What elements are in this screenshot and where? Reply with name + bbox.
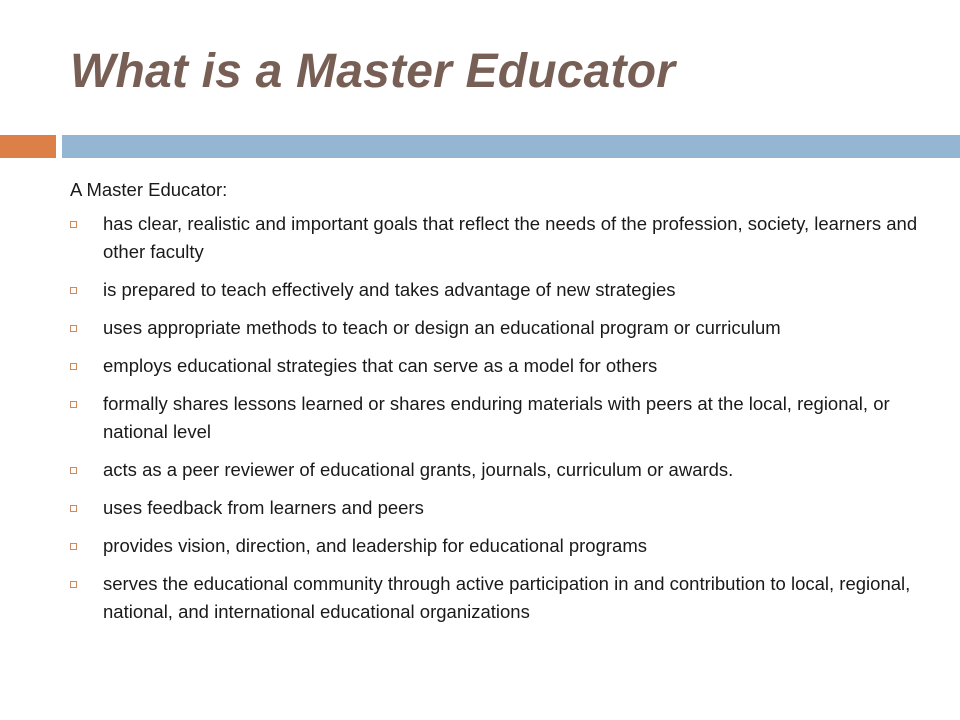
list-item xyxy=(70,352,930,380)
list-item xyxy=(70,390,930,446)
list-item xyxy=(70,210,930,266)
hollow-square-bullet-icon xyxy=(70,505,77,512)
slide-title: What is a Master Educator xyxy=(70,45,676,98)
hollow-square-bullet-icon xyxy=(70,467,77,474)
bullet-text: serves the educational community through active participation in and contribution to local, regional, national, and international educational organizations xyxy=(103,573,911,622)
list-item xyxy=(70,456,930,484)
bullet-text: has clear, realistic and important goals that reflect the needs of the profession, society, learners and other faculty xyxy=(103,213,918,262)
hollow-square-bullet-icon xyxy=(70,221,77,228)
title-underline-bar xyxy=(62,135,960,158)
list-item xyxy=(70,314,930,342)
hollow-square-bullet-icon xyxy=(70,287,77,294)
hollow-square-bullet-icon xyxy=(70,325,77,332)
bullet-text: provides vision, direction, and leadership for educational programs xyxy=(103,535,647,556)
bullet-text: uses appropriate methods to teach or design an educational program or curriculum xyxy=(103,317,781,338)
hollow-square-bullet-icon xyxy=(70,543,77,550)
accent-bar xyxy=(0,135,56,158)
bullet-text: acts as a peer reviewer of educational grants, journals, curriculum or awards. xyxy=(103,459,734,480)
list-item xyxy=(70,276,930,304)
list-item xyxy=(70,570,930,626)
bullet-text: formally shares lessons learned or shares enduring materials with peers at the local, regional, or national level xyxy=(103,393,890,442)
list-item xyxy=(70,532,930,560)
intro-text: A Master Educator: xyxy=(70,179,228,200)
slide-body xyxy=(70,176,930,636)
hollow-square-bullet-icon xyxy=(70,581,77,588)
hollow-square-bullet-icon xyxy=(70,401,77,408)
bullet-text: is prepared to teach effectively and takes advantage of new strategies xyxy=(103,279,676,300)
list-item xyxy=(70,494,930,522)
hollow-square-bullet-icon xyxy=(70,363,77,370)
bullet-list xyxy=(70,210,930,626)
bullet-text: employs educational strategies that can serve as a model for others xyxy=(103,355,658,376)
bullet-text: uses feedback from learners and peers xyxy=(103,497,424,518)
